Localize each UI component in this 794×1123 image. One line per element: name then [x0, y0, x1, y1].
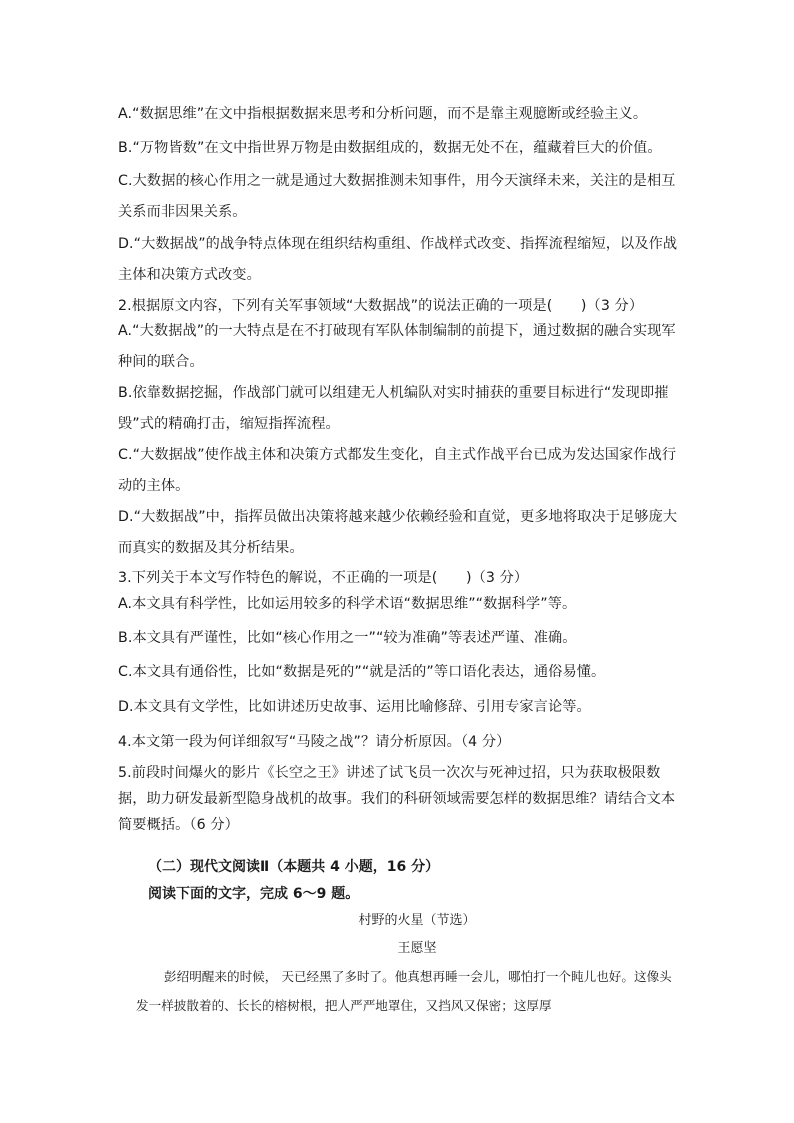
q3-option-d: D.本文具有文学性，比如讲述历史故事、运用比喻修辞、引用专家言论等。	[118, 699, 591, 715]
q2-option-a: A.“大数据战”的一大特点是在不打破现有军队体制编制的前提下，通过数据的融合实现军种间的联合。	[118, 323, 676, 370]
section-heading: （二）现代文阅读Ⅱ（本题共 4 小题，16 分）	[148, 859, 440, 875]
q3-stem: 3.下列关于本文写作特色的解说，不正确的一项是( )（3 分）	[118, 570, 529, 586]
q2-stem: 2.根据原文内容，下列有关军事领域“大数据战”的说法正确的一项是( )（3 分）	[118, 298, 644, 314]
q2-option-b: B.依靠数据挖掘，作战部门就可以组建无人机编队对实时捕获的重要目标进行“发现即摧毁”式的精确打击，缩短指挥流程。	[118, 385, 669, 432]
q1-option-c: C.大数据的核心作用之一就是通过大数据推测未知事件，用今天演绎未来，关注的是相互关系而非因果关系。	[118, 173, 676, 220]
q2-option-d: D.“大数据战”中，指挥员做出决策将越来越少依赖经验和直觉，更多地将取决于足够庞大而真实的数据及其分析结果。	[118, 509, 678, 556]
q1-option-d: D.“大数据战”的战争特点体现在组织结构重组、作战样式改变、指挥流程缩短，以及作战主体和决策方式改变。	[118, 236, 678, 283]
story-paragraph: 彭绍明醒来的时候， 天已经黑了多时了。他真想再睡一会儿，哪怕打一个盹儿也好。这像头发一样披散着的、长长的榕树根，把人严严地罩住，又挡风又保密；这厚厚	[136, 969, 672, 1013]
q4-question: 4.本文第一段为何详细叙写“马陵之战”？请分析原因。（4 分）	[118, 734, 511, 750]
q3-option-c: C.本文具有通俗性，比如“数据是死的”“就是活的”等口语化表达，通俗易懂。	[118, 664, 606, 680]
q2-option-c: C.“大数据战”使作战主体和决策方式都发生变化，自主式作战平台已成为发达国家作战行动的主体。	[118, 447, 677, 494]
q5-question: 5.前段时间爆火的影片《长空之王》讲述了试飞员一次次与死神过招，只为获取极限数据，助力研发最新型隐身战机的故事。我们的科研领域需要怎样的数据思维？请结合文本简要概括。（6 分）	[118, 765, 676, 833]
q3-option-a: A.本文具有科学性，比如运用较多的科学术语“数据思维”“数据科学”等。	[118, 596, 577, 612]
story-title: 村野的火星（节选）	[358, 913, 476, 928]
section-instruction: 阅读下面的文字，完成 6～9 题。	[148, 886, 360, 902]
q1-option-a: A.“数据思维”在文中指根据数据来思考和分析问题，而不是靠主观臆断或经验主义。	[118, 106, 648, 122]
q3-option-b: B.本文具有严谨性，比如“核心作用之一”“较为准确”等表述严谨、准确。	[118, 630, 577, 646]
q1-option-b: B.“万物皆数”在文中指世界万物是由数据组成的，数据无处不在，蕴藏着巨大的价值。	[118, 140, 662, 156]
story-author: 王愿坚	[397, 941, 437, 956]
